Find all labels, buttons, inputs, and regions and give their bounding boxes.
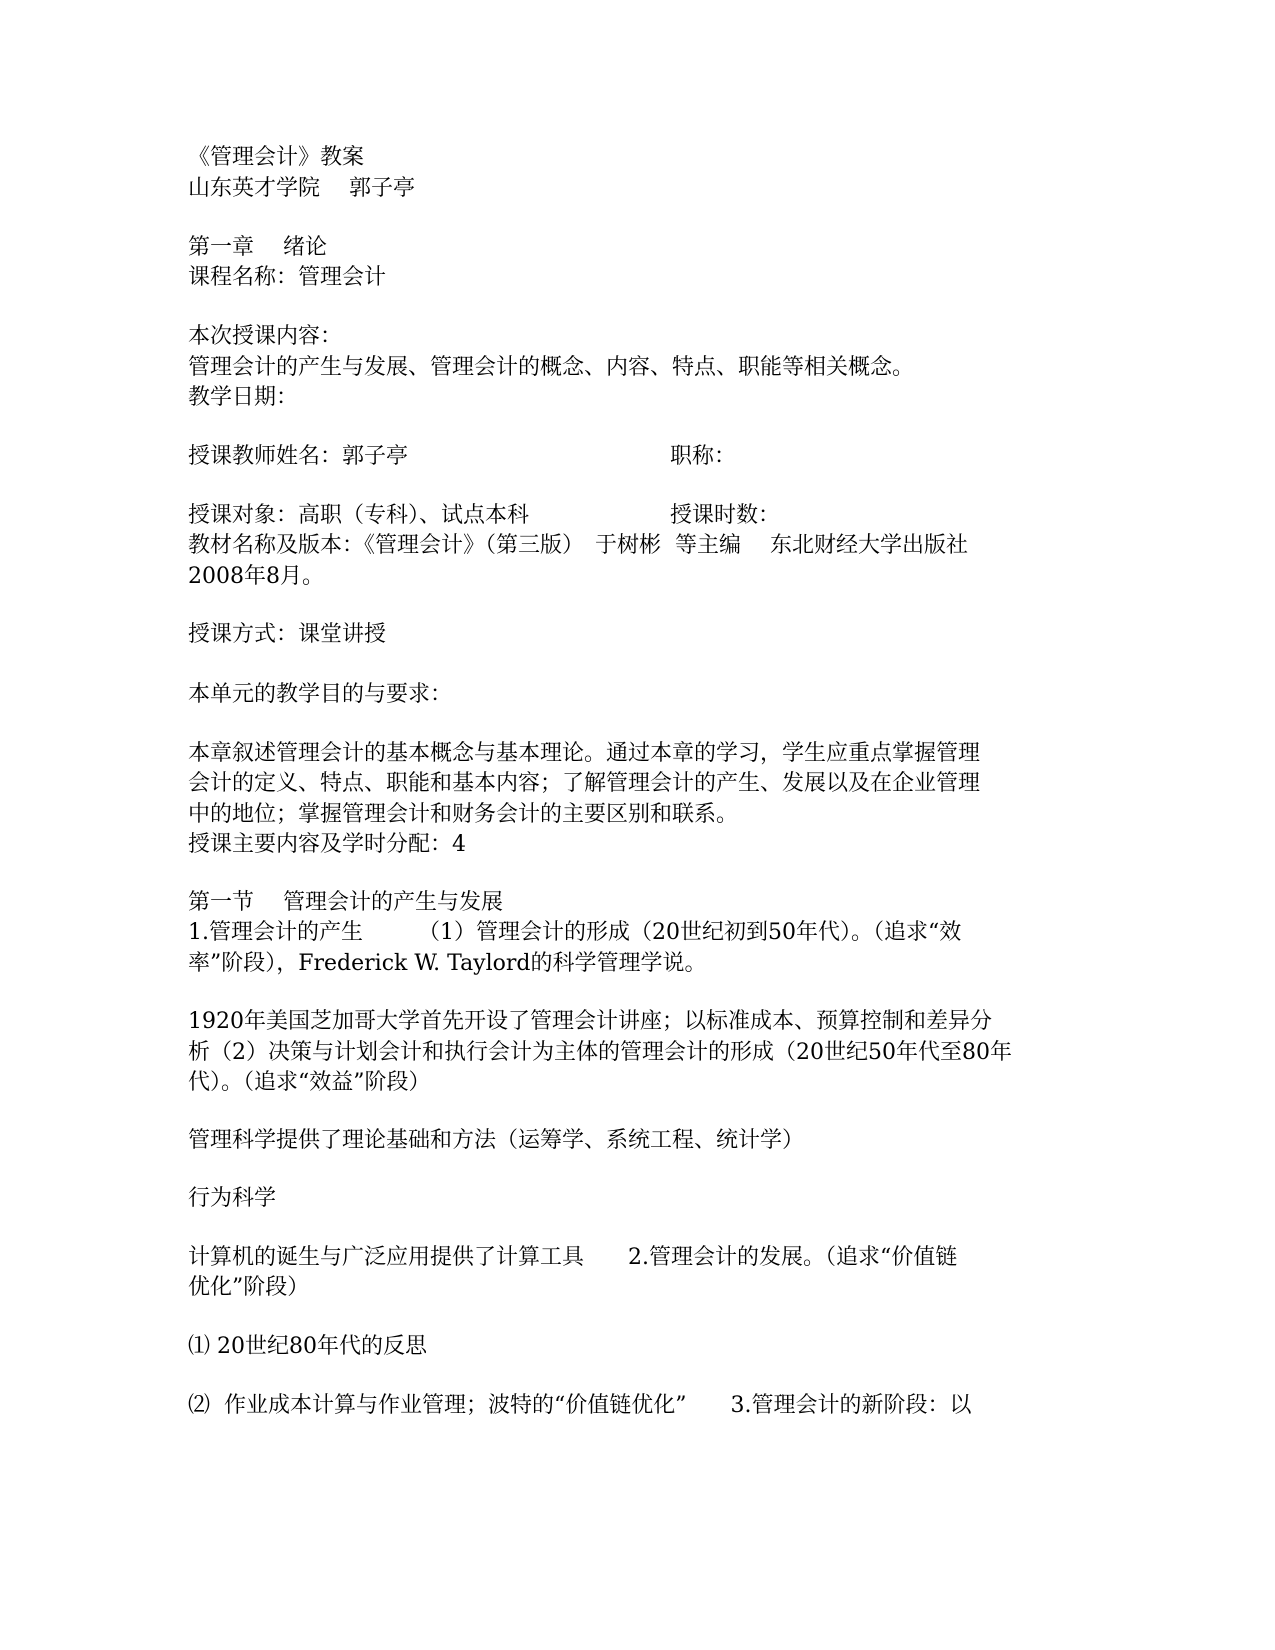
doc-title: 《管理会计》教案 [188,145,365,170]
paragraph-1-line-2: 率”阶段），Frederick W. Taylord的科学管理学说。 [188,951,707,976]
goals-line-3: 中的地位；掌握管理会计和财务会计的主要区别和联系。 [188,802,739,827]
audience: 授课对象：高职（专科）、试点本科 [188,503,530,528]
content-label: 本次授课内容： [188,324,343,349]
hour-allocation: 授课主要内容及学时分配：4 [188,832,466,857]
teacher-name: 授课教师姓名：郭子亭 [188,444,409,469]
teaching-method: 授课方式：课堂讲授 [188,622,387,647]
section-heading: 第一节 管理会计的产生与发展 [188,890,503,915]
date-label: 教学日期： [188,385,299,410]
class-hours: 授课时数： [670,503,781,528]
content-text: 管理会计的产生与发展、管理会计的概念、内容、特点、职能等相关概念。 [188,355,915,380]
paragraph-6: ⑴ 20世纪80年代的反思 [188,1334,427,1359]
paragraph-7: ⑵ 作业成本计算与作业管理；波特的“价值链优化” 3.管理会计的新阶段：以 [188,1393,972,1418]
paragraph-2-line-2: 析（2）决策与计划会计和执行会计为主体的管理会计的形成（20世纪50年代至80年 [188,1040,1012,1065]
teacher-rank: 职称： [670,444,737,469]
goals-label: 本单元的教学目的与要求： [188,682,453,707]
paragraph-5-line-1: 计算机的诞生与广泛应用提供了计算工具 2.管理会计的发展。（追求“价值链 [188,1245,958,1270]
goals-line-2: 会计的定义、特点、职能和基本内容；了解管理会计的产生、发展以及在企业管理 [188,771,981,796]
textbook-line-1: 教材名称及版本：《管理会计》（第三版） 于树彬 等主编 东北财经大学出版社 [188,533,968,558]
textbook-line-2: 2008年8月。 [188,564,324,589]
paragraph-1-line-1: 1.管理会计的产生 （1）管理会计的形成（20世纪初到50年代）。（追求“效 [188,920,962,945]
chapter-heading: 第一章 绪论 [188,235,327,260]
paragraph-4: 行为科学 [188,1186,277,1211]
course-name: 课程名称：管理会计 [188,265,387,290]
paragraph-2-line-3: 代）。（追求“效益”阶段） [188,1070,431,1095]
paragraph-2-line-1: 1920年美国芝加哥大学首先开设了管理会计讲座；以标准成本、预算控制和差异分 [188,1009,992,1034]
paragraph-5-line-2: 优化”阶段） [188,1275,310,1300]
goals-line-1: 本章叙述管理会计的基本概念与基本理论。通过本章的学习，学生应重点掌握管理 [188,741,981,766]
paragraph-3: 管理科学提供了理论基础和方法（运筹学、系统工程、统计学） [188,1128,805,1153]
author-line: 山东英才学院 郭子亭 [188,176,415,201]
